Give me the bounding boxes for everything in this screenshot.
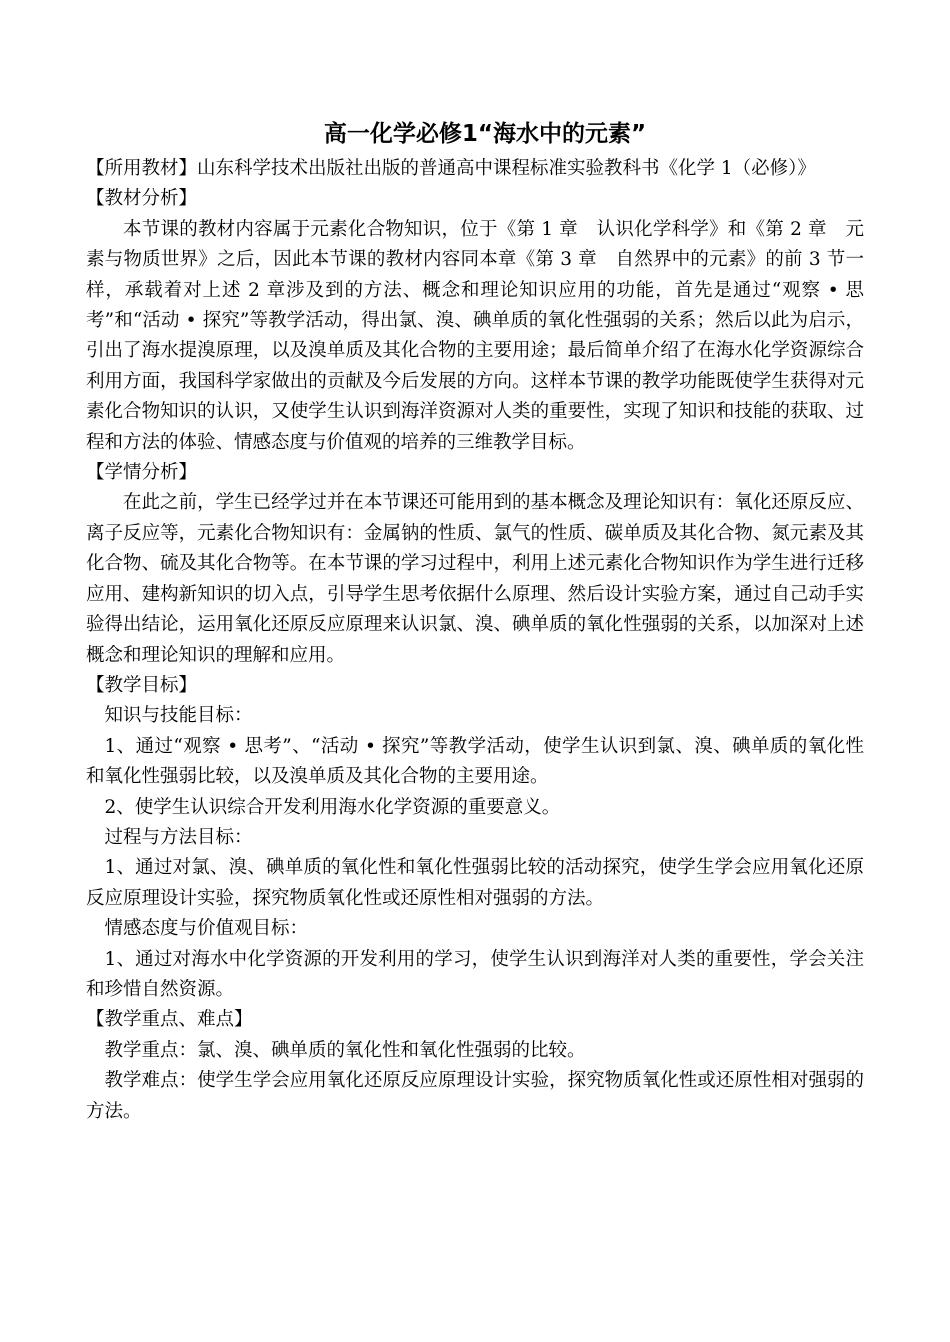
document-title: 高一化学必修1“海水中的元素” xyxy=(323,121,647,147)
analysis-heading: 【教材分析】 xyxy=(86,188,198,210)
teaching-difficulty: 教学难点：使学生学会应用氧化还原反应原理设计实验，探究物质氧化性或还原性相对强弱的方法。 xyxy=(86,1070,864,1122)
knowledge-goal-label: 知识与技能目标： xyxy=(104,705,253,727)
material-text: 山东科学技术出版社出版的普通高中课程标准实验教科书《化学 1（必修）》 xyxy=(197,158,816,179)
knowledge-goal-2: 2、使学生认识综合开发利用海水化学资源的重要意义。 xyxy=(104,796,561,818)
emotion-goal-label: 情感态度与价值观目标： xyxy=(104,918,309,940)
students-heading: 【学情分析】 xyxy=(86,462,198,484)
material-heading: 【所用教材】 xyxy=(86,158,198,179)
emotion-goal-1: 1、通过对海水中化学资源的开发利用的学习，使学生认识到海洋对人类的重要性，学会关注和珍惜自然资源。 xyxy=(86,948,864,1000)
material-paragraph xyxy=(86,154,864,184)
keypoints-heading: 【教学重点、难点】 xyxy=(86,1009,253,1031)
document-page xyxy=(86,114,864,1127)
analysis-text: 本节课的教材内容属于元素化合物知识，位于《第 1 章 认识化学科学》和《第 2 章 元素与物质世界》之后，因此本节课的教材内容同本章《第 3 章 自然界中的元素》的前 3 节一样，承载着对上述 2 章涉及到的方法、概念和理论知识应用的功能，首先是通过“观察 • 思考”和“活动 • 探究”等教学活动，得出氯、溴、碘单质的氧化性强弱的关系；然后以此为启示，引出了海水提溴原理，以及溴单质及其化合物的主要用途；最后简单介绍了在海水化学资源综合利用方面，我国科学家做出的贡献及今后发展的方向。这样本节课的教学功能既使学生获得对元素化合物知识的认识，又使学生认识到海洋资源对人类的重要性，实现了知识和技能的获取、过程和方法的体验、情感态度与价值观的培养的三维教学目标。 xyxy=(86,218,864,453)
process-goal-1: 1、通过对氯、溴、碘单质的氧化性和氧化性强弱比较的活动探究，使学生学会应用氧化还原反应原理设计实验，探究物质氧化性或还原性相对强弱的方法。 xyxy=(86,857,864,909)
knowledge-goal-1: 1、通过“观察 • 思考”、“活动 • 探究”等教学活动，使学生认识到氯、溴、碘单质的氧化性和氧化性强弱比较，以及溴单质及其化合物的主要用途。 xyxy=(86,735,864,788)
teaching-focus: 教学重点：氯、溴、碘单质的氧化性和氧化性强弱的比较。 xyxy=(104,1039,586,1061)
process-goal-label: 过程与方法目标： xyxy=(104,826,253,848)
goals-heading: 【教学目标】 xyxy=(86,674,198,696)
students-text: 在此之前，学生已经学过并在本节课还可能用到的基本概念及理论知识有：氧化还原反应、离子反应等，元素化合物知识有：金属钠的性质、氯气的性质、碳单质及其化合物、氮元素及其化合物、硫及其化合物等。在本节课的学习过程中，利用上述元素化合物知识作为学生进行迁移应用、建构新知识的切入点，引导学生思考依据什么原理、然后设计实验方案，通过自己动手实验得出结论，运用氧化还原反应原理来认识氯、溴、碘单质的氧化性强弱的关系，以加深对上述概念和理论知识的理解和应用。 xyxy=(86,492,864,666)
